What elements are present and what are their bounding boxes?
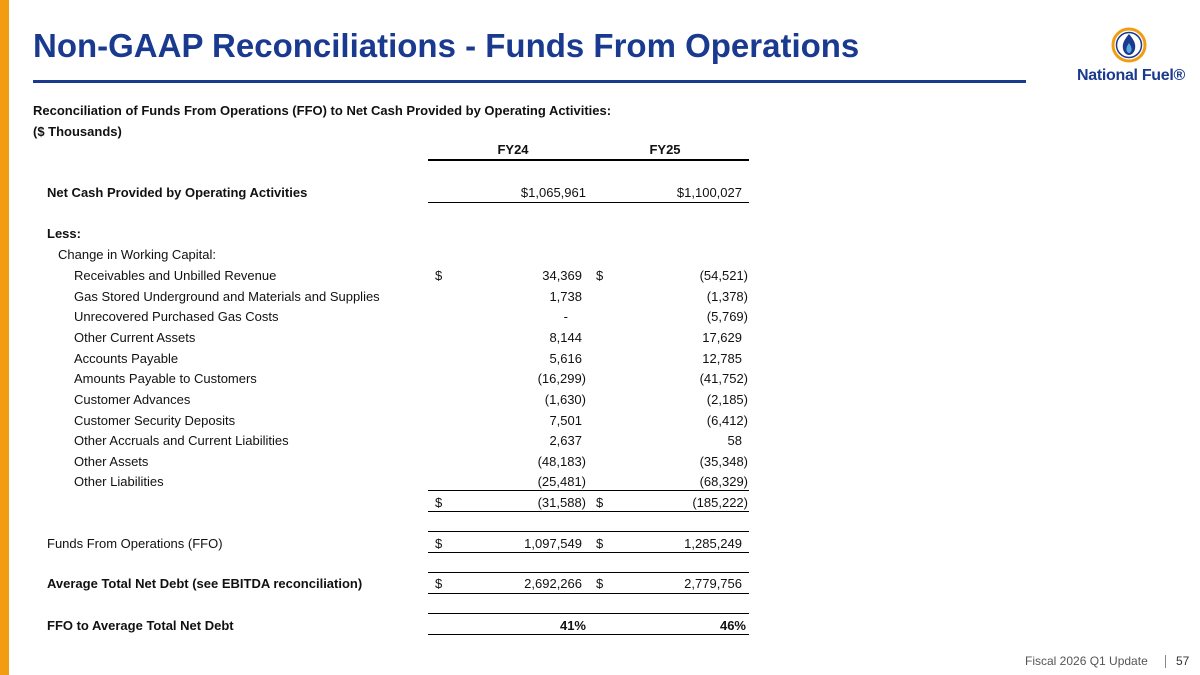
fy24-value: (1,630) bbox=[544, 392, 586, 407]
fy25-value: (41,752) bbox=[699, 371, 748, 386]
row-label: Other Accruals and Current Liabilities bbox=[74, 433, 289, 448]
footer-text: Fiscal 2026 Q1 Update bbox=[1025, 654, 1148, 668]
row-rule bbox=[428, 202, 749, 203]
table-row bbox=[0, 454, 760, 474]
fy25-value: 58 bbox=[727, 433, 742, 448]
flame-logo-icon bbox=[1111, 27, 1147, 63]
dollar-sign: $ bbox=[596, 576, 604, 591]
fy25-value: 17,629 bbox=[702, 330, 742, 345]
row-rule bbox=[428, 552, 749, 553]
table-row bbox=[0, 351, 760, 371]
footer-divider bbox=[1165, 655, 1166, 668]
page-title: Non-GAAP Reconciliations - Funds From Operations bbox=[33, 27, 860, 64]
table-row bbox=[0, 433, 760, 453]
row-label: Other Liabilities bbox=[74, 474, 164, 489]
fy25-value: (5,769) bbox=[706, 309, 748, 324]
table-row bbox=[0, 371, 760, 391]
fy24-value: 2,637 bbox=[549, 433, 582, 448]
fy25-value: (6,412) bbox=[706, 413, 748, 428]
fy24-value: (31,588) bbox=[537, 495, 586, 510]
row-label: Other Assets bbox=[74, 454, 149, 469]
final-rule bbox=[428, 634, 749, 635]
dollar-sign: $ bbox=[435, 495, 443, 510]
title-rule bbox=[33, 80, 1026, 83]
fy25-value: (185,222) bbox=[692, 495, 748, 510]
fy24-value: 34,369 bbox=[542, 268, 582, 283]
row-label: Receivables and Unbilled Revenue bbox=[74, 268, 277, 283]
row-label: Unrecovered Purchased Gas Costs bbox=[74, 309, 279, 324]
header-rule bbox=[428, 159, 749, 161]
fy25-value: (35,348) bbox=[699, 454, 748, 469]
row-rule bbox=[428, 613, 749, 614]
fy25-value: (68,329) bbox=[699, 474, 748, 489]
table-row bbox=[0, 226, 760, 246]
row-label: Average Total Net Debt (see EBITDA reconciliation) bbox=[47, 576, 363, 591]
fy24-value: (25,481) bbox=[537, 474, 586, 489]
dollar-sign: $ bbox=[596, 495, 604, 510]
column-header-fy24: FY24 bbox=[497, 142, 529, 157]
table-row bbox=[0, 309, 760, 329]
fy24-value: $1,065,961 bbox=[520, 185, 586, 200]
row-label: Amounts Payable to Customers bbox=[74, 371, 257, 386]
row-label: Customer Security Deposits bbox=[74, 413, 236, 428]
table-subtitle: Reconciliation of Funds From Operations (FFO) to Net Cash Provided by Operating Activities: bbox=[33, 103, 612, 118]
row-label: Customer Advances bbox=[74, 392, 191, 407]
fy24-value: 2,692,266 bbox=[524, 576, 582, 591]
fy24-value: 41% bbox=[559, 618, 586, 633]
units-label: ($ Thousands) bbox=[33, 124, 122, 139]
dollar-sign: $ bbox=[435, 576, 443, 591]
row-label: Accounts Payable bbox=[74, 351, 179, 366]
row-label: Other Current Assets bbox=[74, 330, 196, 345]
table-row bbox=[0, 495, 760, 515]
fy25-value: 12,785 bbox=[702, 351, 742, 366]
fy25-value: 46% bbox=[719, 618, 746, 633]
national-fuel-logo bbox=[1075, 27, 1187, 87]
fy25-value: (54,521) bbox=[699, 268, 748, 283]
total-rule bbox=[428, 511, 749, 512]
dollar-sign: $ bbox=[596, 268, 604, 283]
row-label: Gas Stored Underground and Materials and Supplies bbox=[74, 289, 380, 304]
fy24-value: (48,183) bbox=[537, 454, 586, 469]
row-rule bbox=[428, 572, 749, 573]
dollar-sign: $ bbox=[596, 536, 604, 551]
row-rule bbox=[428, 531, 749, 532]
table-row bbox=[0, 392, 760, 412]
fy24-value: 1,738 bbox=[549, 289, 582, 304]
fy25-value: (2,185) bbox=[706, 392, 748, 407]
fy24-value: - bbox=[563, 309, 568, 324]
page-number: 57 bbox=[1176, 654, 1190, 668]
fy24-value: 1,097,549 bbox=[524, 536, 582, 551]
row-rule bbox=[428, 593, 749, 594]
row-label: Change in Working Capital: bbox=[58, 247, 217, 262]
dollar-sign: $ bbox=[435, 536, 443, 551]
row-label: Less: bbox=[47, 226, 81, 241]
row-label: FFO to Average Total Net Debt bbox=[47, 618, 234, 633]
column-header-fy25: FY25 bbox=[649, 142, 681, 157]
table-row bbox=[0, 413, 760, 433]
logo-wordmark: National Fuel® bbox=[1076, 67, 1186, 84]
table-row bbox=[0, 618, 760, 638]
table-row bbox=[0, 247, 760, 267]
table-row bbox=[0, 289, 760, 309]
fy25-value: (1,378) bbox=[706, 289, 748, 304]
fy25-value: 2,779,756 bbox=[684, 576, 742, 591]
fy25-value: $1,100,027 bbox=[676, 185, 742, 200]
fy25-value: 1,285,249 bbox=[684, 536, 742, 551]
fy24-value: 7,501 bbox=[549, 413, 582, 428]
dollar-sign: $ bbox=[435, 268, 443, 283]
subtotal-rule bbox=[428, 490, 749, 491]
table-row bbox=[0, 330, 760, 350]
row-label: Net Cash Provided by Operating Activities bbox=[47, 185, 308, 200]
fy24-value: (16,299) bbox=[537, 371, 586, 386]
table-row bbox=[0, 536, 760, 556]
fy24-value: 5,616 bbox=[549, 351, 582, 366]
fy24-value: 8,144 bbox=[549, 330, 582, 345]
table-row bbox=[0, 474, 760, 494]
table-row bbox=[0, 268, 760, 288]
row-label: Funds From Operations (FFO) bbox=[47, 536, 223, 551]
